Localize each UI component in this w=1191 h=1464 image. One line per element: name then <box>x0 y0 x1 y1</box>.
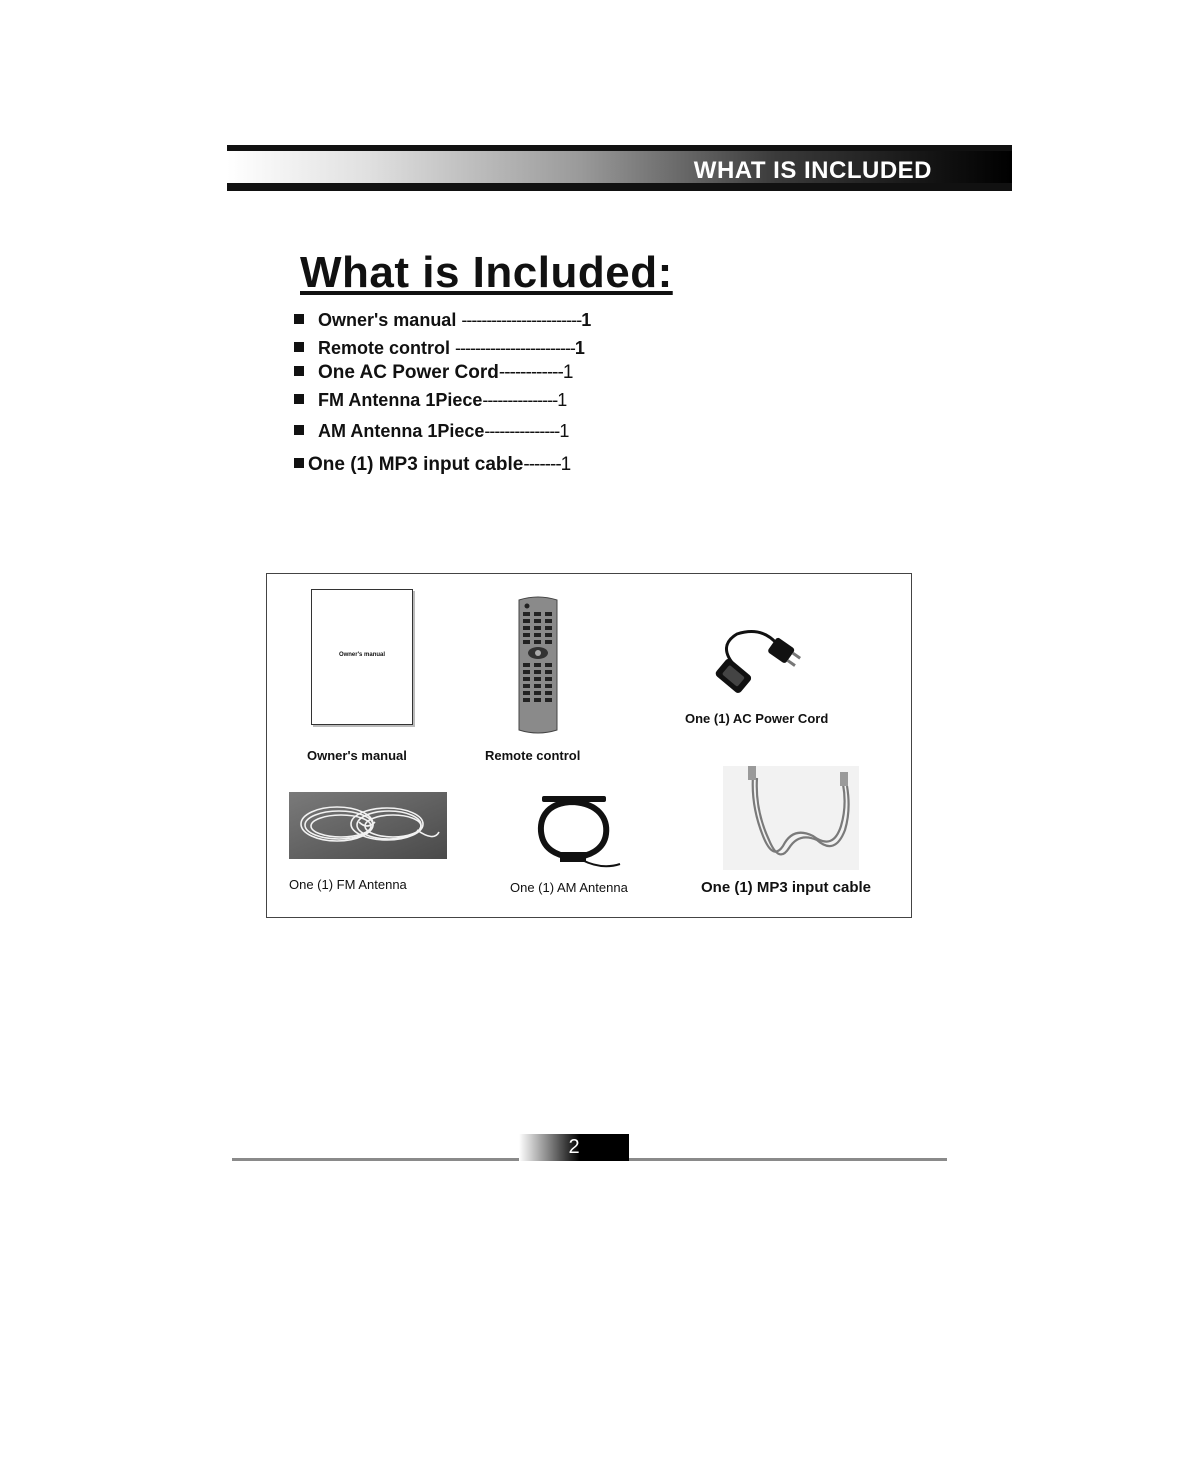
page-number: 2 <box>568 1136 580 1158</box>
list-item-leader: ------------ <box>498 362 563 383</box>
page-number-box <box>519 1134 629 1161</box>
square-bullet-icon <box>294 425 304 435</box>
ac-power-cord-image <box>707 626 807 701</box>
remote-control-caption: Remote control <box>485 748 581 763</box>
square-bullet-icon <box>294 366 304 376</box>
list-item-quantity: 1 <box>557 390 568 410</box>
list-item <box>294 390 567 411</box>
list-item-quantity: 1 <box>562 362 574 383</box>
am-antenna-image <box>532 792 622 872</box>
ac-power-cord-caption: One (1) AC Power Cord <box>685 711 829 726</box>
mp3-cable-caption: One (1) MP3 input cable <box>701 879 872 896</box>
list-item-label: FM Antenna 1Piece <box>318 390 483 410</box>
square-bullet-icon <box>294 458 304 468</box>
list-item-leader: ------------------------ <box>461 310 582 330</box>
list-item <box>294 421 569 442</box>
square-bullet-icon <box>294 342 304 352</box>
am-antenna-caption: One (1) AM Antenna <box>510 880 628 895</box>
owners-manual-caption: Owner's manual <box>307 748 407 763</box>
remote-control-image <box>513 596 563 736</box>
list-item <box>294 338 585 359</box>
manual-cover-text: Owner's manual <box>338 652 386 658</box>
list-item-leader: ------------------------ <box>455 338 575 358</box>
fm-antenna-caption: One (1) FM Antenna <box>289 877 407 892</box>
list-item-label: One (1) MP3 input cable <box>308 454 524 475</box>
list-item-quantity: 1 <box>559 421 570 441</box>
list-item-label: Remote control <box>318 338 451 358</box>
list-item <box>294 362 573 384</box>
list-item-quantity: 1 <box>560 454 572 475</box>
page-title: What is Included: <box>300 248 673 297</box>
list-item-leader: --------------- <box>482 390 558 410</box>
contents-illustration-box <box>266 573 912 918</box>
mp3-cable-image <box>723 766 859 870</box>
list-item-quantity: 1 <box>574 338 585 358</box>
section-header-title: WHAT IS INCLUDED <box>693 157 932 184</box>
fm-antenna-image <box>289 792 447 859</box>
list-item-label: AM Antenna 1Piece <box>318 421 485 441</box>
list-item <box>294 454 571 476</box>
list-item <box>294 310 591 331</box>
list-item-quantity: 1 <box>581 310 592 330</box>
section-header-bar <box>227 145 1012 191</box>
square-bullet-icon <box>294 394 304 404</box>
list-item-label: Owner's manual <box>318 310 457 330</box>
list-item-label: One AC Power Cord <box>318 362 499 383</box>
square-bullet-icon <box>294 314 304 324</box>
list-item-leader: --------------- <box>484 421 560 441</box>
owners-manual-image <box>311 589 413 725</box>
list-item-leader: ------- <box>523 454 561 475</box>
